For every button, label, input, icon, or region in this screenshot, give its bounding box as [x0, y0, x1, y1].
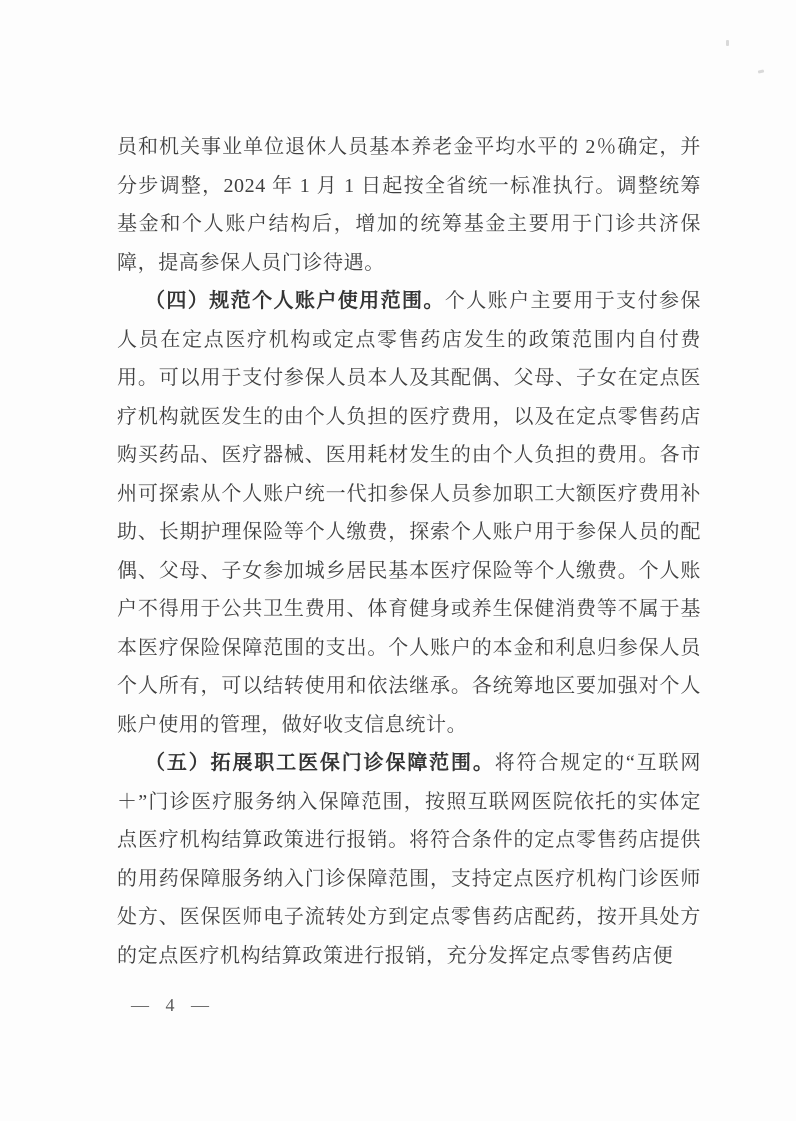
- section-4-heading: （四）规范个人账户使用范围。: [145, 290, 445, 312]
- section-4-text: 个人账户主要用于支付参保人员在定点医疗机构或定点零售药店发生的政策范围内自付费用。可以用于支付参保人员本人及其配偶、父母、子女在定点医疗机构就医发生的由个人负担的医疗费用，以及在定点零售药店购买药品、医疗器械、医用耗材发生的由个人负担的费用。各市州可探索从个人账户统一代扣参保人员参加职工大额医疗费用补助、长期护理保险等个人缴费，探索个人账户用于参保人员的配偶、父母、子女参加城乡居民基本医疗保险等个人缴费。个人账户不得用于公共卫生费用、体育健身或养生保健消费等不属于基本医疗保险保障范围的支出。个人账户的本金和利息归参保人员个人所有，可以结转使用和依法继承。各统筹地区要加强对个人账户使用的管理，做好收支信息统计。: [117, 290, 701, 736]
- paragraph-section-5: [117, 744, 701, 975]
- section-5-text: 将符合规定的“互联网＋”门诊医疗服务纳入保障范围，按照互联网医院依托的实体定点医疗机构结算政策进行报销。将符合条件的定点零售药店提供的用药保障服务纳入门诊保障范围，支持定点医疗机构门诊医师处方、医保医师电子流转处方到定点零售药店配药，按开具处方的定点医疗机构结算政策进行报销，充分发挥定点零售药店便: [117, 752, 701, 967]
- paragraph-continuation-text: 员和机关事业单位退休人员基本养老金平均水平的 2％确定，并分步调整，2024 年 1 月 1 日起按全省统一标准执行。调整统筹基金和个人账户结构后，增加的统筹基金主要用于门诊共济保障，提高参保人员门诊待遇。: [117, 136, 701, 274]
- section-5-heading: （五）拓展职工医保门诊保障范围。: [145, 752, 495, 774]
- paragraph-continuation: [117, 128, 701, 282]
- document-body: [117, 128, 701, 975]
- page-number: — 4 —: [131, 995, 215, 1015]
- scan-speck: [726, 40, 729, 46]
- scan-speck: [758, 69, 764, 73]
- paragraph-section-4: [117, 282, 701, 744]
